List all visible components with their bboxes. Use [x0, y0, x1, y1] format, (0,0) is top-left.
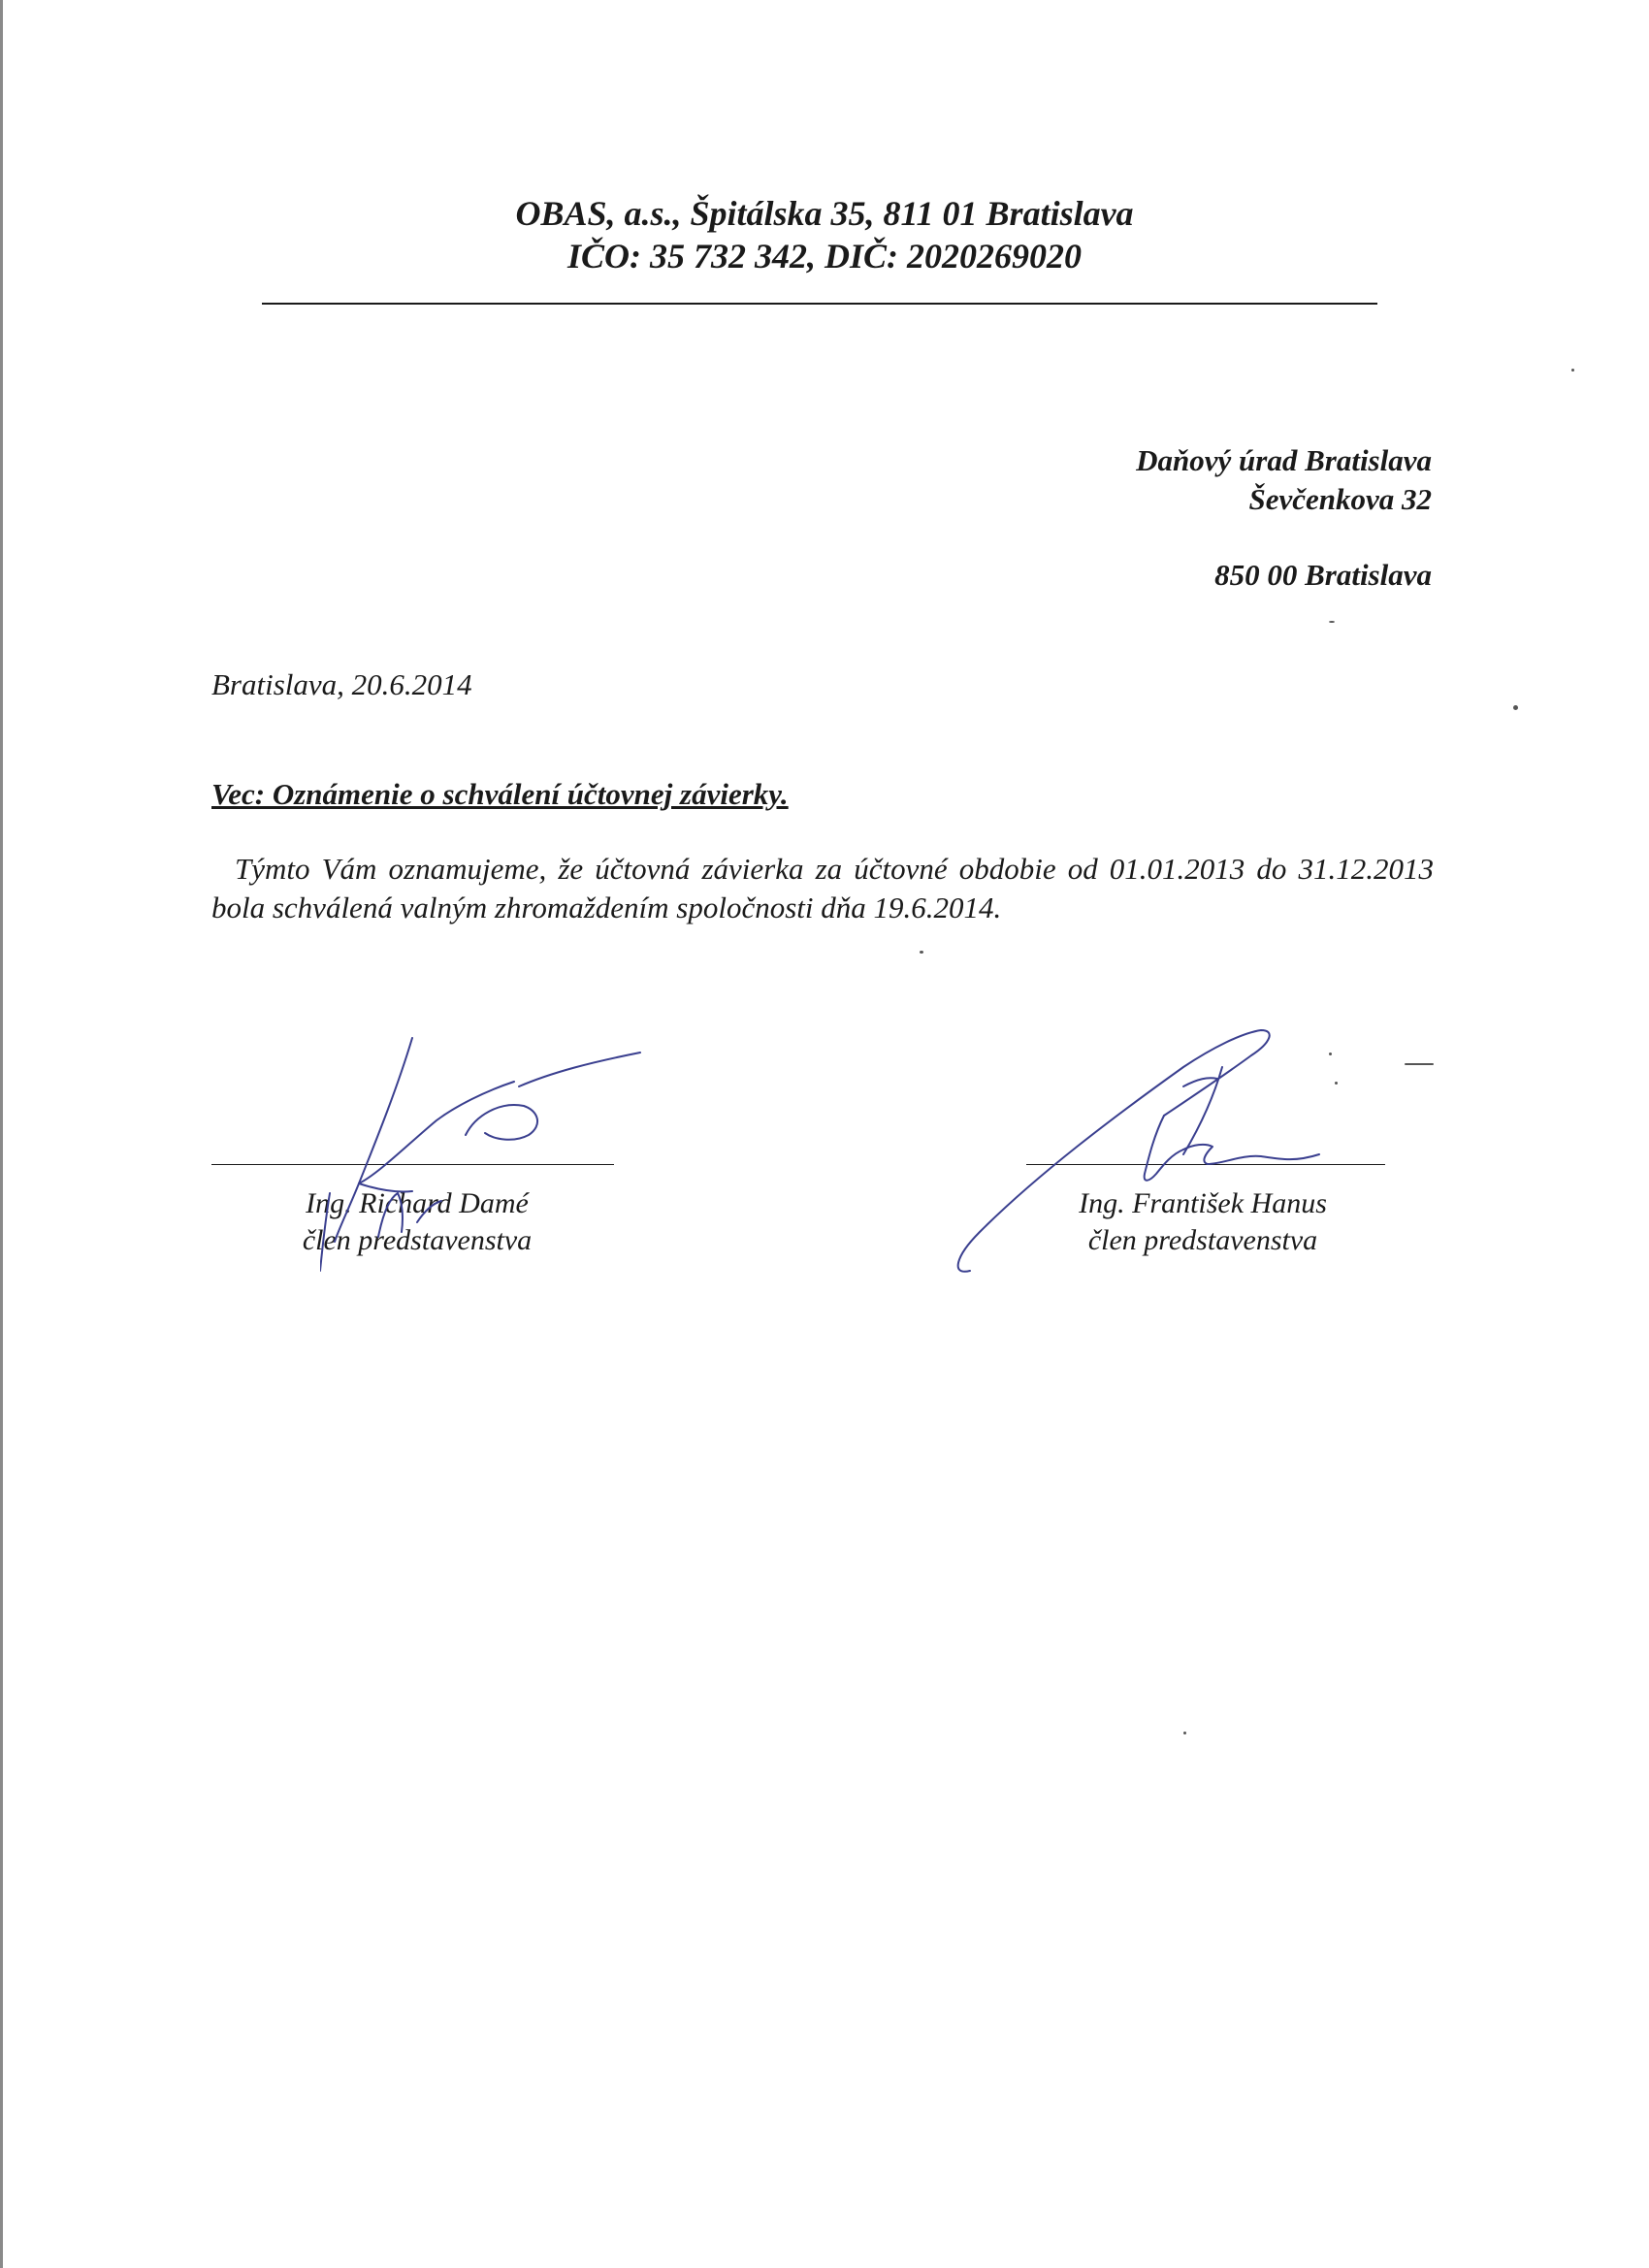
letterhead — [262, 192, 1387, 277]
recipient-street: Ševčenkova 32 — [1248, 482, 1432, 516]
scan-speck — [1329, 1053, 1332, 1055]
scan-speck — [1183, 1732, 1186, 1734]
letterhead-divider — [262, 303, 1377, 305]
scan-speck — [1329, 621, 1335, 623]
signatory-name: Ing. František Hanus — [1079, 1187, 1327, 1219]
scan-speck — [1513, 705, 1518, 710]
signatory-role: člen predstavenstva — [1087, 1224, 1318, 1256]
signatory-name: Ing. Richard Damé — [306, 1187, 529, 1219]
letterhead-ids-line: IČO: 35 732 342, DIČ: 2020269020 — [566, 237, 1082, 275]
recipient-city: 850 00 Bratislava — [1214, 558, 1432, 592]
scan-speck — [1335, 1082, 1338, 1085]
date-line: Bratislava, 20.6.2014 — [211, 667, 472, 701]
letterhead-company-line: OBAS, a.s., Špitálska 35, 811 01 Bratislava — [515, 194, 1134, 233]
scan-edge — [0, 0, 3, 2268]
signatory-role: člen predstavenstva — [302, 1224, 533, 1256]
recipient-name: Daňový úrad Bratislava — [1136, 443, 1432, 477]
scan-speck — [920, 951, 923, 954]
signature-line-left — [211, 1164, 614, 1165]
subject-line: Vec: Oznámenie o schválení účtovnej závierky. — [211, 777, 789, 811]
body-paragraph: Týmto Vám oznamujeme, že účtovná závierka za účtovné obdobie od 01.01.2013 do 31.12.2013 bola schválená valným zhromaždením spoločnosti dňa 19.6.2014. — [211, 852, 1434, 924]
recipient-address — [1136, 441, 1432, 595]
signature-line-right — [1026, 1164, 1385, 1165]
scan-speck — [1571, 369, 1574, 372]
signatory-right — [1018, 1185, 1387, 1259]
scan-speck — [1405, 1063, 1434, 1065]
signatory-left — [233, 1185, 601, 1259]
